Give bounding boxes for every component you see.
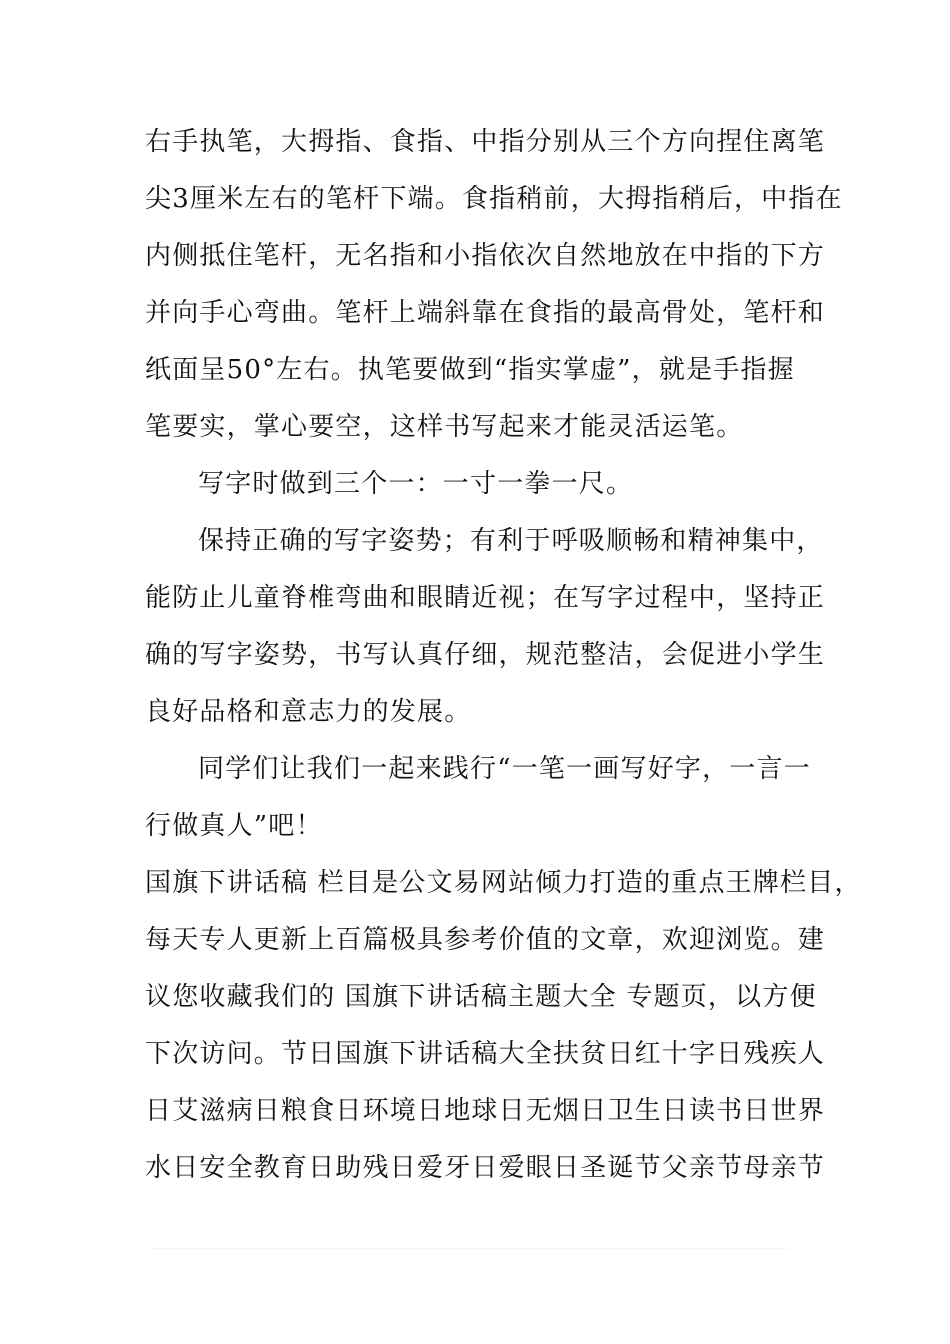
paragraph-line: 同学们让我们一起来践行“一笔一画写好字，一言一 (198, 754, 811, 784)
paragraph-line: 国旗下讲话稿 栏目是公文易网站倾力打造的重点王牌栏目， (145, 868, 862, 898)
paragraph-line: 良好品格和意志力的发展。 (145, 697, 472, 727)
paragraph-line: 右手执笔，大拇指、食指、中指分别从三个方向捏住离笔 (145, 127, 826, 157)
paragraph-line: 每天专人更新上百篇极具参考价值的文章，欢迎浏览。建 (145, 925, 826, 955)
paragraph-line: 确的写字姿势，书写认真仔细，规范整洁，会促进小学生 (145, 640, 826, 670)
paragraph-line: 日艾滋病日粮食日环境日地球日无烟日卫生日读书日世界 (145, 1096, 826, 1126)
paragraph-line: 写字时做到三个一：一寸一拳一尺。 (198, 469, 634, 499)
paragraph-line: 下次访问。节日国旗下讲话稿大全扶贫日红十字日残疾人 (145, 1039, 826, 1069)
paragraph-line: 纸面呈50°左右。执笔要做到“指实掌虚”，就是手指握 (145, 355, 795, 385)
paragraph-line: 能防止儿童脊椎弯曲和眼睛近视；在写字过程中，坚持正 (145, 583, 826, 613)
paragraph-line: 行做真人”吧！ (145, 811, 323, 841)
page-bottom-divider (150, 1248, 790, 1249)
paragraph-line: 保持正确的写字姿势；有利于呼吸顺畅和精神集中， (198, 526, 824, 556)
paragraph-line: 议您收藏我们的 国旗下讲话稿主题大全 专题页，以方便 (145, 982, 817, 1012)
paragraph-line: 笔要实，掌心要空，这样书写起来才能灵活运笔。 (145, 412, 744, 442)
paragraph-line: 尖3厘米左右的笔杆下端。食指稍前，大拇指稍后，中指在 (145, 184, 843, 214)
paragraph-line: 并向手心弯曲。笔杆上端斜靠在食指的最高骨处，笔杆和 (145, 298, 826, 328)
paragraph-line: 内侧抵住笔杆，无名指和小指依次自然地放在中指的下方 (145, 241, 826, 271)
paragraph-line: 水日安全教育日助残日爱牙日爱眼日圣诞节父亲节母亲节 (145, 1153, 826, 1183)
